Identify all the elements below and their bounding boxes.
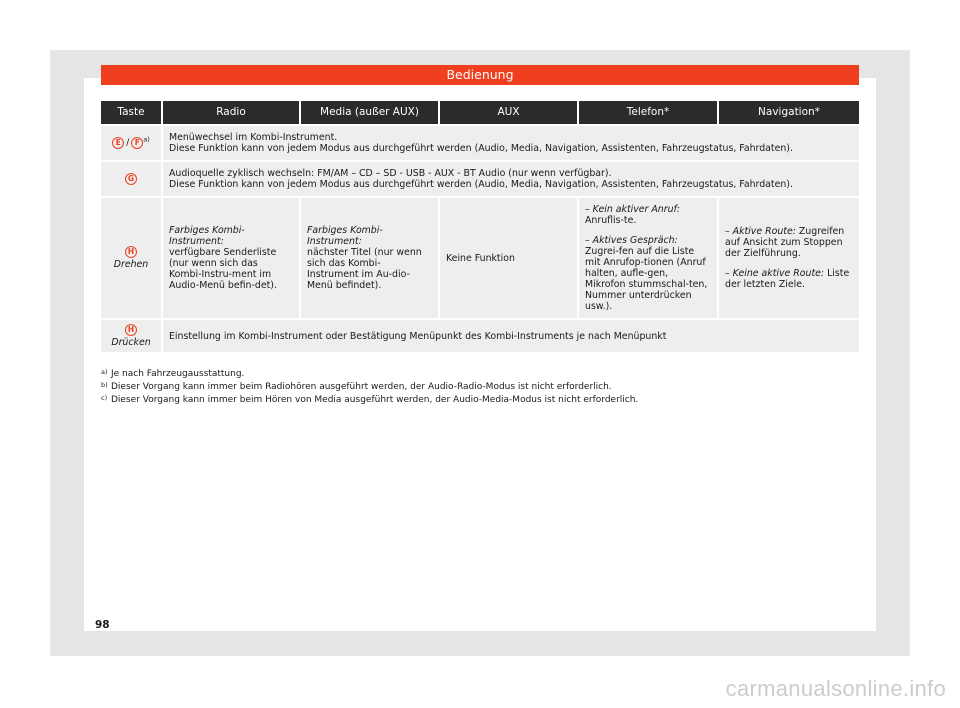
row4-description bbox=[163, 318, 859, 352]
key-action-label: Drücken bbox=[111, 337, 151, 348]
table-header-row bbox=[101, 101, 859, 124]
nav-italic-2: – Keine aktive Route: bbox=[725, 268, 825, 279]
spacer bbox=[725, 259, 853, 268]
table-row bbox=[101, 124, 859, 160]
media-cell bbox=[301, 196, 440, 318]
media-italic: Farbiges Kombi-Instrument: bbox=[307, 225, 383, 247]
table-row bbox=[101, 318, 859, 352]
footnote-text: Je nach Fahrzeugausstattung. bbox=[111, 369, 245, 379]
key-cell-h-druecken bbox=[101, 318, 163, 352]
nav-text-2: Liste der letzten Ziele. bbox=[725, 268, 850, 290]
row1-line1: Menüwechsel im Kombi-Instrument. bbox=[169, 132, 338, 143]
aux-text: Keine Funktion bbox=[446, 252, 515, 264]
row2-description bbox=[163, 160, 859, 196]
key-f-icon: F bbox=[131, 137, 143, 149]
aux-cell bbox=[440, 196, 579, 318]
nav-text-1: Zugreifen auf Ansicht zum Stoppen der Zielführung. bbox=[725, 226, 845, 259]
telefon-text-1: Anruflis-te. bbox=[585, 215, 637, 226]
radio-cell bbox=[163, 196, 301, 318]
footnote-a bbox=[101, 368, 859, 381]
nav-italic-1: – Aktive Route: bbox=[725, 226, 796, 237]
page-number: 98 bbox=[95, 619, 110, 631]
telefon-italic-2: – Aktives Gespräch: bbox=[585, 235, 678, 246]
row2-line1: Audioquelle zyklisch wechseln: FM/AM – CD – SD - USB - AUX - BT Audio (nur wenn verfügbar). bbox=[169, 168, 612, 179]
header-telefon: Telefon* bbox=[579, 101, 719, 124]
footnote-mark: b) bbox=[101, 381, 108, 389]
spacer bbox=[585, 226, 711, 235]
telefon-cell bbox=[579, 196, 719, 318]
media-text: nächster Titel (nur wenn sich das Kombi-Instrument im Au-dio-Menü befindet). bbox=[307, 247, 422, 291]
footnote-c bbox=[101, 394, 859, 407]
header-taste: Taste bbox=[101, 101, 163, 124]
header-navigation: Navigation* bbox=[719, 101, 859, 124]
key-cell-h-drehen bbox=[101, 196, 163, 318]
key-separator: / bbox=[126, 138, 130, 149]
table-row bbox=[101, 196, 859, 318]
row2-line2: Diese Funktion kann von jedem Modus aus durchgeführt werden (Audio, Media, Navigation, Assistenten, Fahrzeugstatus, Fahrdaten). bbox=[169, 179, 793, 190]
radio-italic: Farbiges Kombi-Instrument: bbox=[169, 225, 245, 247]
footnote-ref: a) bbox=[143, 135, 150, 144]
navigation-cell bbox=[719, 196, 859, 318]
footnote-mark: c) bbox=[101, 394, 108, 402]
footnote-b bbox=[101, 381, 859, 394]
footnote-mark: a) bbox=[101, 368, 108, 376]
telefon-italic-1: – Kein aktiver Anruf: bbox=[585, 204, 680, 215]
header-media: Media (außer AUX) bbox=[301, 101, 440, 124]
controls-table bbox=[101, 101, 859, 352]
header-aux: AUX bbox=[440, 101, 579, 124]
footnotes bbox=[101, 368, 859, 407]
telefon-text-2: Zugrei-fen auf die Liste mit Anrufop-tionen (Anruf halten, aufle-gen, Mikrofon stummschal-ten, Nummer unterdrücken usw.). bbox=[585, 246, 708, 312]
row4-text: Einstellung im Kombi-Instrument oder Bestätigung Menüpunkt des Kombi-Instruments je nach Menüpunkt bbox=[169, 330, 667, 342]
key-cell-g bbox=[101, 160, 163, 196]
key-h-icon: H bbox=[125, 246, 137, 258]
key-e-icon: E bbox=[112, 137, 124, 149]
section-title: Bedienung bbox=[101, 65, 859, 85]
row1-line2: Diese Funktion kann von jedem Modus aus durchgeführt werden (Audio, Media, Navigation, Assistenten, Fahrzeugstatus, Fahrdaten). bbox=[169, 143, 793, 154]
footnote-text: Dieser Vorgang kann immer beim Radiohören ausgeführt werden, der Audio-Radio-Modus ist nicht erforderlich. bbox=[111, 382, 612, 392]
radio-text: verfügbare Senderliste (nur wenn sich das Kombi-Instru-ment im Audio-Menü befin-det). bbox=[169, 247, 277, 291]
table-row bbox=[101, 160, 859, 196]
key-cell-e-f bbox=[101, 124, 163, 160]
key-action-label: Drehen bbox=[113, 259, 149, 270]
footnote-text: Dieser Vorgang kann immer beim Hören von Media ausgeführt werden, der Audio-Media-Modus ist nicht erforderlich. bbox=[111, 395, 639, 405]
key-g-icon: G bbox=[125, 173, 137, 185]
row1-description bbox=[163, 124, 859, 160]
watermark: carmanualsonline.info bbox=[725, 676, 946, 701]
key-h-icon: H bbox=[125, 324, 137, 336]
header-radio: Radio bbox=[163, 101, 301, 124]
